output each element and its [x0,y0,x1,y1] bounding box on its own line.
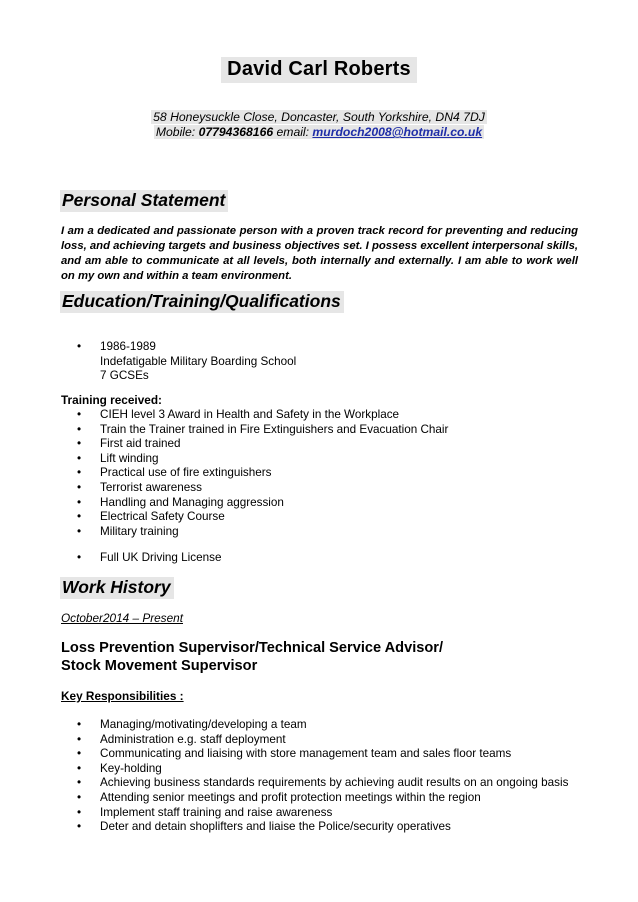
list-item: • CIEH level 3 Award in Health and Safety in the Workplace [60,408,448,423]
list-item: • Communicating and liaising with store management team and sales floor teams [60,747,568,762]
job-title-line: Stock Movement Supervisor [61,658,258,674]
school-years: • 1986-1989 [100,340,156,353]
list-item: • Deter and detain shoplifters and liaise the Police/security operatives [60,820,568,835]
list-item [60,340,296,384]
work-history-heading: Work History [60,577,174,599]
list-item: • Key-holding [60,762,568,777]
training-label: Training received: [61,393,162,407]
list-item: • Attending senior meetings and profit protection meetings within the region [60,791,568,806]
list-item: • First aid trained [60,437,448,452]
key-responsibilities-label: Key Responsibilities : [61,689,184,703]
list-item: • Administration e.g. staff deployment [60,733,568,748]
list-item: • Implement staff training and raise awareness [60,806,568,821]
job-title-line: Loss Prevention Supervisor/Technical Service Advisor/ [61,640,444,656]
list-item: • Handling and Managing aggression [60,496,448,511]
list-item: • Military training [60,525,448,540]
email-link[interactable]: murdoch2008@hotmail.co.uk [312,125,483,139]
cv-name-block [0,57,638,83]
contact-block [0,110,638,140]
email-label: email: [276,125,310,139]
list-item: • Lift winding [60,452,448,467]
mobile-label: Mobile: [155,125,196,139]
school-list [60,340,296,384]
personal-statement-heading: Personal Statement [60,190,228,212]
license-list [60,551,221,566]
job-date: October2014 – Present [61,611,183,625]
cv-name: David Carl Roberts [221,57,417,83]
list-item: • Train the Trainer trained in Fire Extinguishers and Evacuation Chair [60,423,448,438]
school-result: 7 GCSEs [100,369,149,383]
personal-statement-text: I am a dedicated and passionate person with a proven track record for preventing and reducing loss, and achieving targets and business objectives set. I possess excellent interpersonal skills, and am able to communicate at all levels, both internally and externally. I am able to work well on my own and within a team environment. [61,225,578,282]
mobile-number: 07794368166 [198,125,274,139]
education-heading: Education/Training/Qualifications [60,291,344,313]
list-item: • Electrical Safety Course [60,510,448,525]
job-title [61,639,443,675]
list-item: • Practical use of fire extinguishers [60,466,448,481]
list-item: • Achieving business standards requirements by achieving audit results on an ongoing basis [60,776,568,791]
responsibilities-list [60,718,568,835]
school-name: Indefatigable Military Boarding School [100,354,297,368]
list-item: • Terrorist awareness [60,481,448,496]
list-item: • Full UK Driving License [60,551,221,566]
training-list [60,408,448,539]
list-item: • Managing/motivating/developing a team [60,718,568,733]
address: 58 Honeysuckle Close, Doncaster, South Yorkshire, DN4 7DJ [153,110,485,124]
